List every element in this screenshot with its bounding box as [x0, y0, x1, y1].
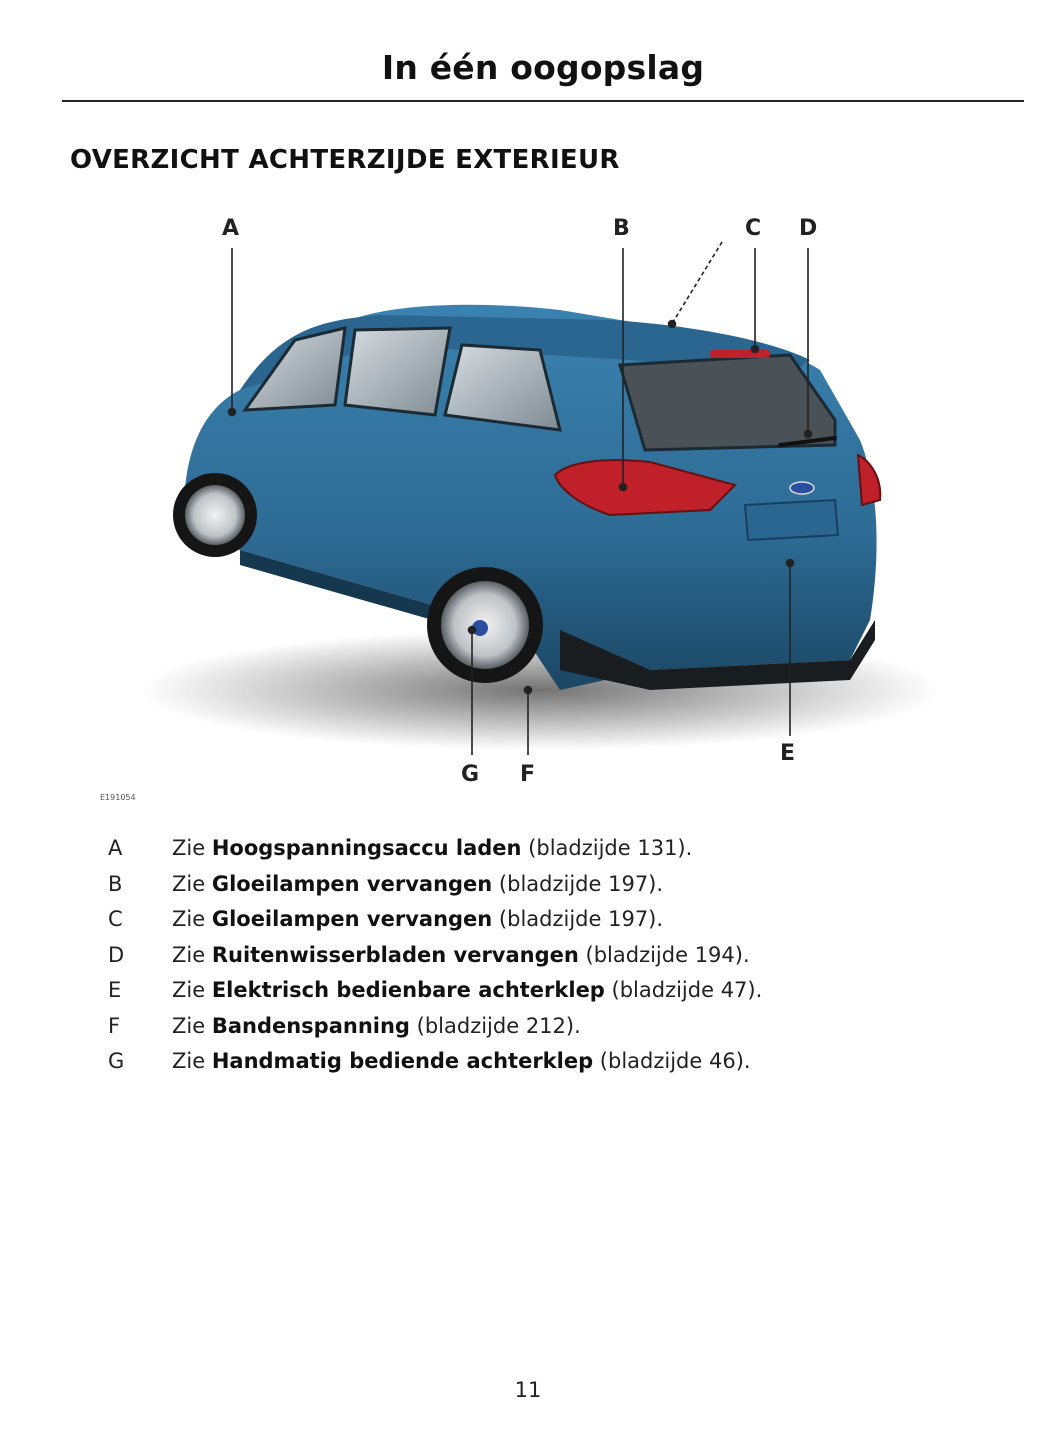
legend-suffix: (bladzijde 46). — [593, 1049, 751, 1073]
tail-light-right — [858, 455, 880, 505]
page-number: 11 — [514, 1378, 542, 1402]
side-window-rear — [445, 345, 560, 430]
callout-line-c-dashed — [673, 242, 722, 322]
front-wheel-rim — [185, 485, 245, 545]
callout-dot-a — [229, 409, 236, 416]
license-plate-recess — [745, 500, 838, 540]
high-brake-light — [710, 350, 770, 358]
legend-key: F — [108, 1013, 121, 1038]
callout-label-d: D — [799, 216, 818, 241]
legend-suffix: (bladzijde 47). — [604, 978, 763, 1002]
legend-item — [108, 907, 968, 943]
legend-item — [108, 872, 968, 908]
car-illustration — [90, 200, 960, 820]
legend-link[interactable]: Hoogspanningsaccu laden — [211, 836, 522, 860]
page-title: In één oogopslag — [381, 48, 705, 87]
legend-suffix: (bladzijde 194). — [578, 942, 750, 967]
legend-suffix: (bladzijde 131). — [521, 836, 693, 860]
legend-prefix: Zie — [172, 1013, 212, 1038]
callout-dot-c — [752, 346, 759, 353]
callout-dot-b — [620, 484, 627, 491]
legend-prefix: Zie — [172, 836, 212, 860]
legend-prefix: Zie — [172, 1049, 212, 1073]
brand-badge — [790, 482, 814, 494]
legend-text — [172, 978, 762, 1002]
legend-item — [108, 1014, 968, 1050]
legend-text — [172, 943, 750, 967]
legend-link[interactable]: Gloeilampen vervangen — [211, 907, 493, 931]
callout-dot-g — [469, 627, 476, 634]
legend-link[interactable]: Bandenspanning — [211, 1013, 410, 1038]
legend-link[interactable]: Gloeilampen vervangen — [211, 871, 493, 896]
legend-prefix: Zie — [172, 907, 212, 931]
legend-link[interactable]: Handmatig bediende achterklep — [211, 1049, 594, 1073]
legend-prefix: Zie — [172, 871, 212, 896]
legend-list — [108, 836, 968, 1085]
callout-dot-e — [787, 560, 794, 567]
callout-label-g: G — [461, 762, 480, 787]
legend-item — [108, 1049, 968, 1085]
legend-key: E — [108, 978, 122, 1002]
legend-key: G — [108, 1049, 125, 1073]
legend-suffix: (bladzijde 212). — [409, 1013, 581, 1038]
legend-text — [172, 872, 663, 896]
callout-label-a: A — [222, 216, 240, 241]
callout-label-f: F — [520, 762, 536, 787]
legend-suffix: (bladzijde 197). — [492, 871, 664, 896]
legend-text — [172, 907, 663, 931]
callout-dot-d — [805, 431, 812, 438]
legend-item — [108, 836, 968, 872]
legend-prefix: Zie — [172, 942, 212, 967]
legend-text — [172, 836, 692, 860]
legend-key: A — [108, 836, 123, 860]
callout-label-c: C — [745, 216, 762, 241]
section-title: OVERZICHT ACHTERZIJDE EXTERIEUR — [70, 145, 620, 175]
car-rear-figure — [90, 200, 960, 820]
legend-item — [108, 943, 968, 979]
legend-suffix: (bladzijde 197). — [492, 907, 664, 931]
legend-key: B — [108, 871, 123, 896]
legend-key: D — [108, 942, 125, 967]
legend-key: C — [108, 907, 123, 931]
side-window-middle — [345, 328, 450, 415]
legend-link[interactable]: Ruitenwisserbladen vervangen — [211, 942, 579, 967]
legend-text — [172, 1049, 751, 1073]
legend-prefix: Zie — [172, 978, 212, 1002]
figure-id: E191054 — [100, 793, 136, 802]
callout-label-e: E — [780, 741, 796, 766]
callout-dot-c-dashed — [669, 321, 676, 328]
callout-dot-f — [525, 687, 532, 694]
legend-item — [108, 978, 968, 1014]
callout-label-b: B — [613, 216, 630, 241]
legend-text — [172, 1014, 581, 1038]
page-header — [62, 44, 1024, 102]
legend-link[interactable]: Elektrisch bedienbare achterklep — [211, 978, 605, 1002]
